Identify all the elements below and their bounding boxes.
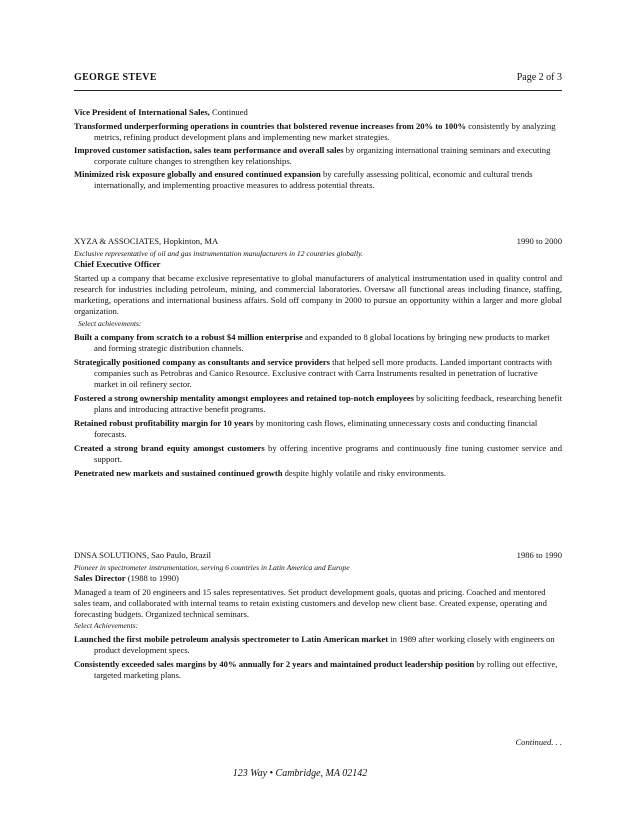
select-label: Select achievements: <box>78 319 142 328</box>
continued-note: Continued. . . <box>515 737 562 747</box>
company-name: DNSA SOLUTIONS, Sao Paulo, Brazil <box>74 550 212 560</box>
list-item: Strategically positioned company as consultants and service providers that helped sell more products. Landed important contracts with companies such as Petrobras and Canico Resource. Exclusive contract with Carra Instruments resulted in penetration of lucrative market in oil refinery sector. <box>74 357 552 389</box>
page-header <box>74 72 562 91</box>
list-item: Improved customer satisfaction, sales team performance and overall sales by organizing international training seminars and executing corporate culture changes to strengthen key relationships. <box>74 145 551 166</box>
list-item: Created a strong brand equity amongst customers by offering incentive programs and continuously fine tuning customer service and support. <box>74 443 562 464</box>
list-item: Consistently exceeded sales margins by 40% annually for 2 years and maintained product leadership position by rolling out effective, targeted marketing plans. <box>74 659 558 680</box>
select-label: Select Achievements: <box>74 621 139 630</box>
list-item: Built a company from scratch to a robust $4 million enterprise and expanded to 8 global locations by bringing new products to market and forming strategic distribution channels. <box>74 332 550 353</box>
job-summary: Managed a team of 20 engineers and 15 sales representatives. Set product development goals, quotas and pricing. Coached and mentored sales team, and collaborated with internal teams to retain existing customers and develop new client base. Created expense, operating and forecasting budgets. Organized technical seminars. <box>74 587 547 619</box>
job-title: Chief Executive Officer <box>74 259 161 269</box>
dnsa-section <box>74 550 562 681</box>
vp-title: Vice President of International Sales, Continued <box>74 107 248 117</box>
company-tagline: Exclusive representative of oil and gas instrumentation manufacturers in 12 countries globally. <box>74 249 363 258</box>
xyza-section <box>74 236 562 479</box>
list-item: Launched the first mobile petroleum analysis spectrometer to Latin American market in 1989 after working closely with engineers on product development specs. <box>74 634 555 655</box>
company-row <box>74 550 562 562</box>
vp-section <box>74 107 562 191</box>
list-item: Penetrated new markets and sustained continued growth despite highly volatile and risky environments. <box>74 468 446 478</box>
list-item: Retained robust profitability margin for 10 years by monitoring cash flows, eliminating unnecessary costs and conducting financial forecasts. <box>74 418 538 439</box>
job-summary: Started up a company that became exclusive representative to global manufacturers of analytical instrumentation used in quality control and research for industries including petroleum, mining, and commercial laboratories. Oversaw all functional areas including finance, staffing, marketing, operations and international business affairs. Sold off company in 2000 to pursue an opportunity within a larger and more global organization. <box>74 273 562 316</box>
footer-address: 123 Way • Cambridge, MA 02142 <box>232 768 368 779</box>
employment-dates: 1986 to 1990 <box>516 550 562 560</box>
list-item: Fostered a strong ownership mentality amongst employees and retained top-notch employees by soliciting feedback, researching benefit plans and introducing attractive benefit programs. <box>74 393 562 414</box>
company-name: XYZA & ASSOCIATES, Hopkinton, MA <box>74 236 219 246</box>
company-row <box>74 236 562 248</box>
list-item: Minimized risk exposure globally and ensured continued expansion by carefully assessing political, economic and cultural trends internationally, and implementing proactive measures to address potential threats. <box>74 169 533 190</box>
list-item: Transformed underperforming operations in countries that bolstered revenue increases from 20% to 100% consistently by analyzing metrics, refining product development plans and implementing new market strategies. <box>74 121 556 142</box>
candidate-name: GEORGE STEVE <box>74 72 157 83</box>
job-title: Sales Director (1988 to 1990) <box>74 573 179 583</box>
page-number: Page 2 of 3 <box>516 72 562 83</box>
employment-dates: 1990 to 2000 <box>516 236 562 246</box>
company-tagline: Pioneer in spectrometer instrumentation, serving 6 countries in Latin America and Europe <box>74 563 350 572</box>
